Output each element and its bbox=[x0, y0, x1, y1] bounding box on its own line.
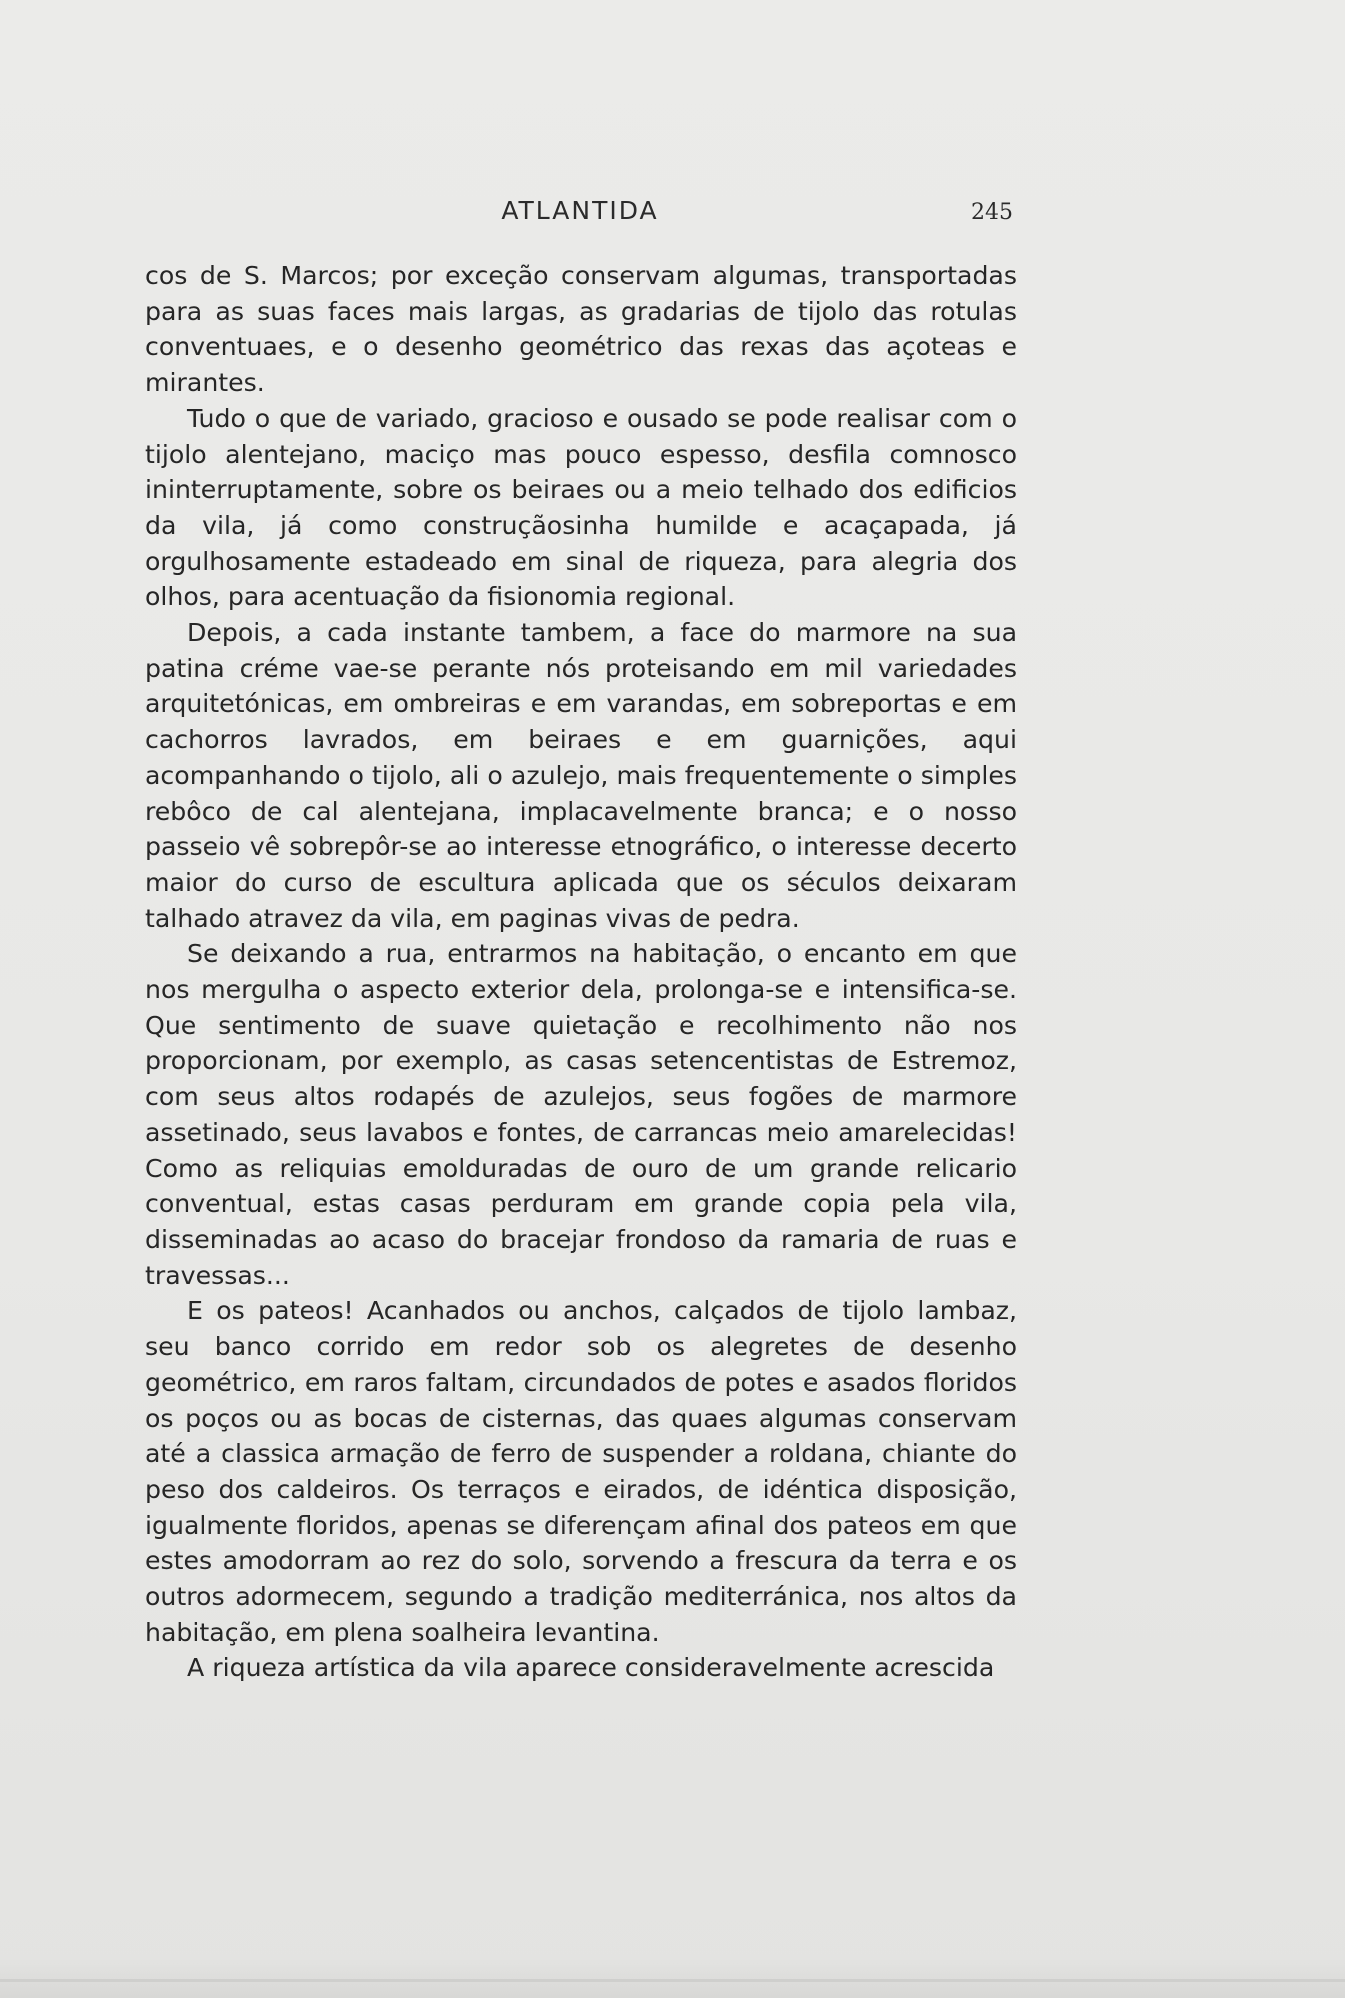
running-title: ATLANTIDA bbox=[501, 196, 659, 225]
page-bottom-edge bbox=[0, 1958, 1345, 1998]
paragraph: Tudo o que de variado, gracioso e ousado se pode realisar com o tijolo alentejano, maciço mas pouco espesso, desfila comnosco ininterruptamente, sobre os beiraes ou a meio telhado dos edificios da vila, já como construçãosinha humilde e acaçapada, já orgulhosamente estadeado em sinal de riqueza, para alegria dos olhos, para acentuação da fisionomia regional. bbox=[145, 403, 1017, 612]
page-edge-line bbox=[0, 1979, 1345, 1982]
paragraph: Depois, a cada instante tambem, a face do marmore na sua patina créme vae-se perante nós proteisando em mil variedades arquitetónicas, em ombreiras e em varandas, em sobreportas e em cachorros lavrados, em beiraes e em guarnições, aqui acompanhando o tijolo, ali o azulejo, mais frequentemente o simples rebôco de cal alentejana, implacavelmente branca; e o nosso passeio vê sobrepôr-se ao interesse etnográfico, o interesse decerto maior do curso de escultura aplicada que os séculos deixaram talhado atravez da vila, em paginas vivas de pedra. bbox=[145, 618, 1017, 933]
running-header bbox=[147, 196, 1013, 236]
paragraph: E os pateos! Acanhados ou anchos, calçados de tijolo lambaz, seu banco corrido em redor sob os alegretes de desenho geométrico, em raros faltam, circundados de potes e asados floridos os poços ou as bocas de cisternas, das quaes algumas conservam até a classica armação de ferro de suspender a roldana, chiante do peso dos caldeiros. Os terraços e eirados, de idéntica disposição, igualmente floridos, apenas se diferençam afinal dos pateos em que estes amodorram ao rez do solo, sorvendo a frescura da terra e os outros adormecem, segundo a tradição mediterránica, nos altos da habitação, em plena soalheira levantina. bbox=[145, 1296, 1017, 1647]
paragraph: cos de S. Marcos; por exceção conservam algumas, transportadas para as suas faces mais largas, as gradarias de tijolo das rotulas conventuaes, e o desenho geométrico das rexas das açoteas e mirantes. bbox=[145, 261, 1017, 398]
paragraph: Se deixando a rua, entrarmos na habitação, o encanto em que nos mergulha o aspecto exterior dela, prolonga-se e intensifica-se. Que sentimento de suave quietação e recolhimento não nos proporcionam, por exemplo, as casas setencentistas de Estremoz, com seus altos rodapés de azulejos, seus fogões de marmore assetinado, seus lavabos e fontes, de carrancas meio amarelecidas! Como as reliquias emolduradas de ouro de um grande relicario conventual, estas casas perduram em grande copia pela vila, disseminadas ao acaso do bracejar frondoso da ramaria de ruas e travessas... bbox=[145, 939, 1017, 1290]
paragraph: A riqueza artística da vila aparece consideravelmente acrescida bbox=[187, 1653, 995, 1683]
page-number: 245 bbox=[971, 200, 1013, 225]
body-text bbox=[145, 258, 1017, 1686]
